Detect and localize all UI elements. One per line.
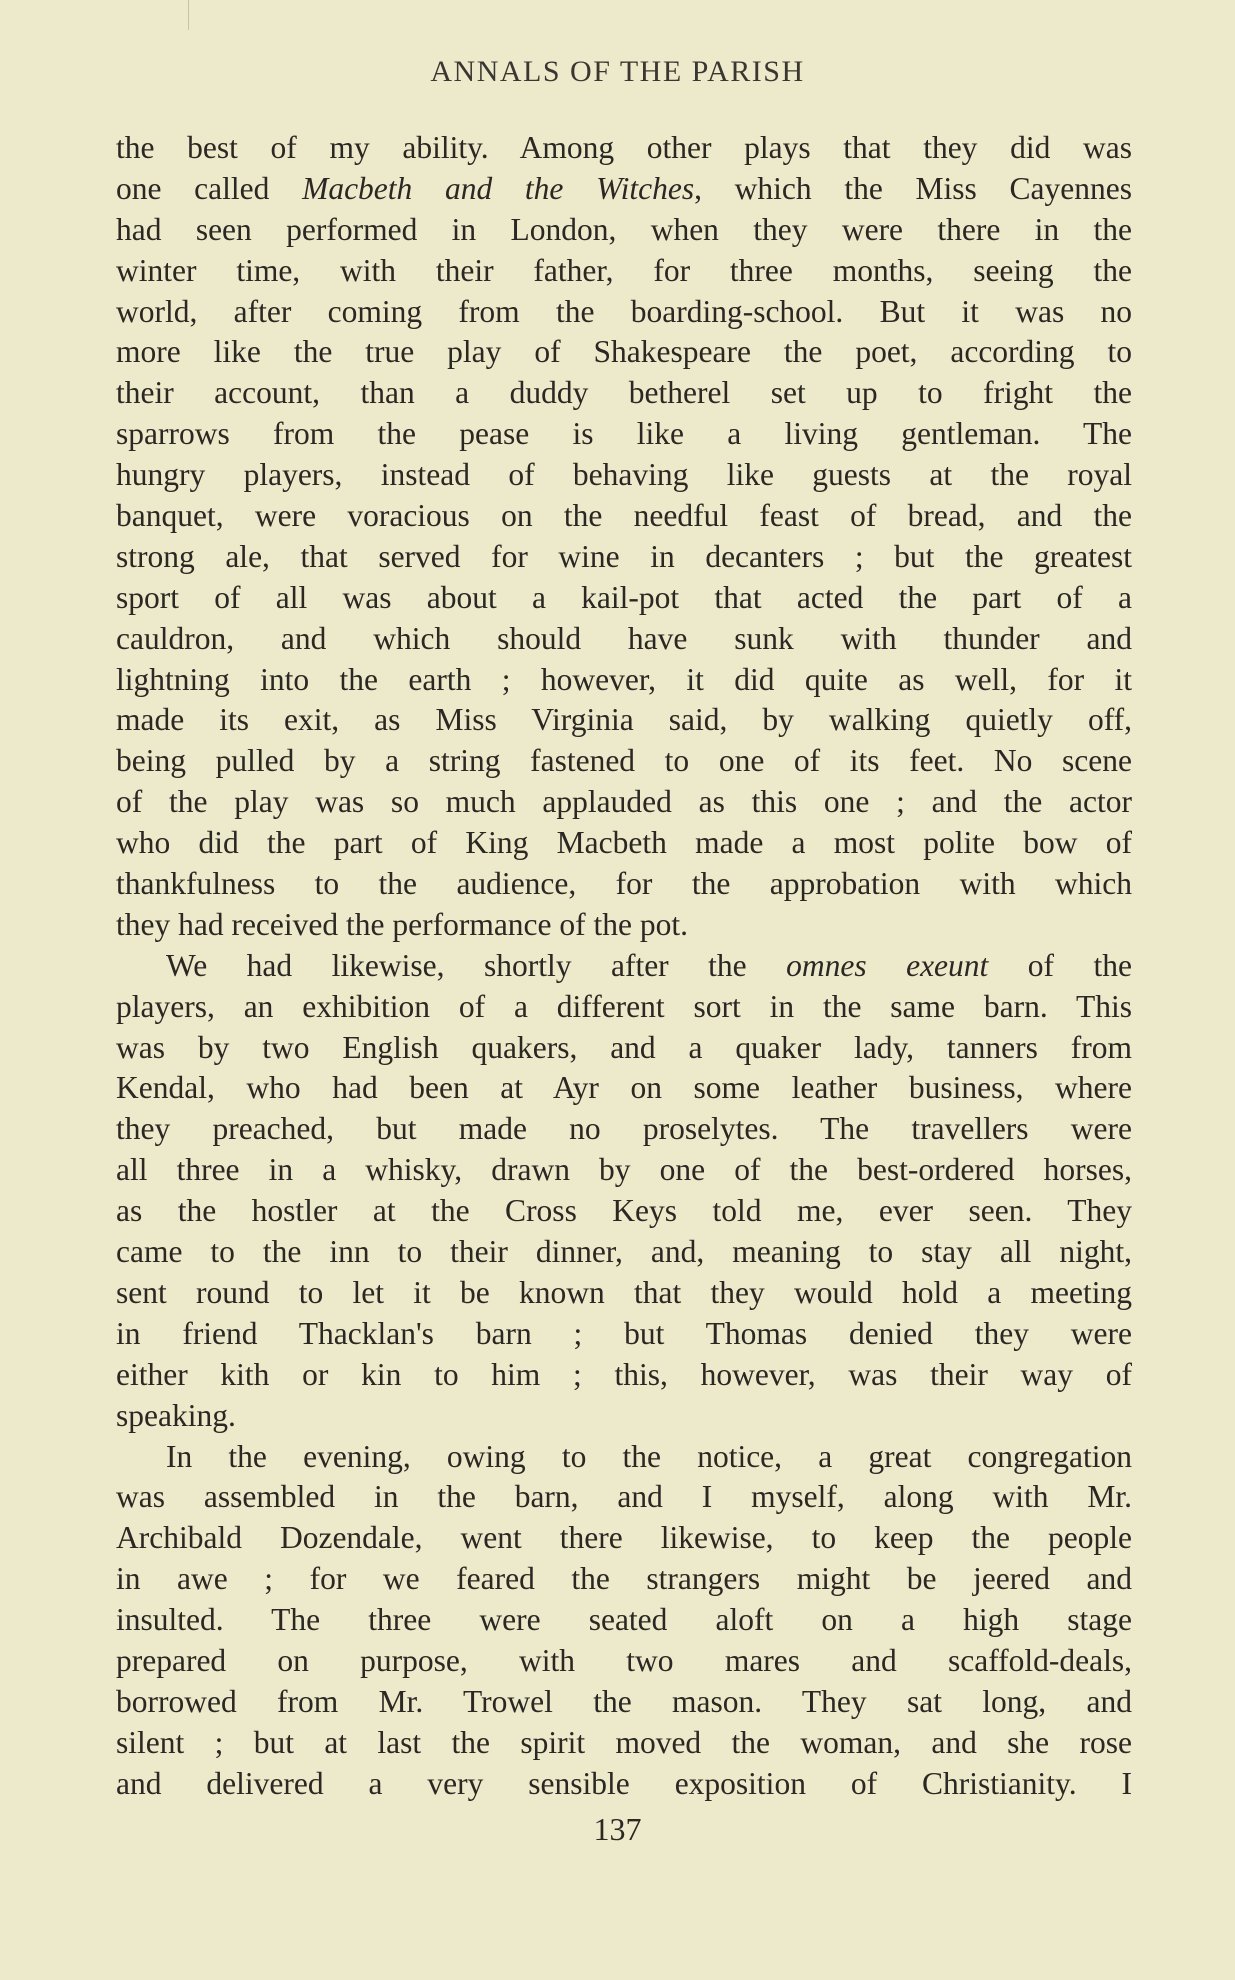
running-title: ANNALS OF THE PARISH — [430, 55, 805, 88]
text-line: as the hostler at the Cross Keys told me, ever seen. They — [116, 1193, 1132, 1229]
gutter-fold-line — [188, 0, 189, 30]
text-line: being pulled by a string fastened to one of its feet. No scene — [116, 743, 1132, 779]
text-line: all three in a whisky, drawn by one of the best-ordered horses, — [116, 1152, 1132, 1188]
text-line: in awe ; for we feared the strangers might be jeered and — [116, 1561, 1132, 1597]
text-line: world, after coming from the boarding-school. But it was no — [116, 293, 1132, 329]
italic-phrase: omnes exeunt — [786, 947, 989, 983]
text-line: thankfulness to the audience, for the approbation with which — [116, 866, 1132, 902]
text-line: cauldron, and which should have sunk with thunder and — [116, 620, 1132, 656]
text-line: players, an exhibition of a different sort in the same barn. This — [116, 988, 1132, 1024]
text-line: had seen performed in London, when they were there in the — [116, 211, 1132, 247]
body-text — [116, 128, 1132, 1805]
page-number: 137 — [593, 1811, 642, 1847]
text-line: Kendal, who had been at Ayr on some leather business, where — [116, 1070, 1132, 1106]
text-line: sport of all was about a kail-pot that acted the part of a — [116, 579, 1132, 615]
text-line: the best of my ability. Among other plays that they did was — [116, 130, 1132, 165]
text-line: hungry players, instead of behaving like guests at the royal — [116, 457, 1132, 493]
text-line: banquet, were voracious on the needful feast of bread, and the — [116, 498, 1132, 534]
text-line: either kith or kin to him ; this, however, was their way of — [116, 1356, 1132, 1392]
text-line: came to the inn to their dinner, and, meaning to stay all night, — [116, 1234, 1132, 1270]
paragraph-start-line: We had likewise, shortly after the omnes exeunt of the — [166, 947, 1132, 983]
text-line: lightning into the earth ; however, it did quite as well, for it — [116, 661, 1132, 697]
text-line: one called Macbeth and the Witches, which the Miss Cayennes — [116, 170, 1132, 206]
text-line: borrowed from Mr. Trowel the mason. They sat long, and — [116, 1683, 1132, 1719]
text-line: in friend Thacklan's barn ; but Thomas denied they were — [116, 1315, 1132, 1351]
text-line: their account, than a duddy betherel set up to fright the — [116, 375, 1132, 411]
text-line: prepared on purpose, with two mares and scaffold-deals, — [116, 1642, 1132, 1678]
text-line: strong ale, that served for wine in decanters ; but the greatest — [116, 538, 1132, 574]
text-line: silent ; but at last the spirit moved the woman, and she rose — [116, 1724, 1132, 1760]
text-line: they had received the performance of the pot. — [116, 906, 688, 942]
text-line: of the play was so much applauded as this one ; and the actor — [116, 784, 1132, 820]
text-line: made its exit, as Miss Virginia said, by walking quietly off, — [116, 702, 1132, 738]
text-line: sent round to let it be known that they would hold a meeting — [116, 1274, 1132, 1310]
text-line: speaking. — [116, 1397, 236, 1433]
text-line: insulted. The three were seated aloft on a high stage — [116, 1602, 1132, 1638]
text-line: who did the part of King Macbeth made a most polite bow of — [116, 825, 1132, 861]
text-line: was by two English quakers, and a quaker lady, tanners from — [116, 1029, 1132, 1065]
italic-title: Macbeth and the Witches — [302, 170, 695, 206]
text-line: Archibald Dozendale, went there likewise, to keep the people — [116, 1520, 1132, 1556]
text-line: they preached, but made no proselytes. The travellers were — [116, 1111, 1132, 1147]
text-line: sparrows from the pease is like a living gentleman. The — [116, 416, 1132, 452]
paragraph-start-line: In the evening, owing to the notice, a great congregation — [166, 1438, 1132, 1474]
text-line: and delivered a very sensible exposition of Christianity. I — [116, 1765, 1132, 1801]
text-line: winter time, with their father, for three months, seeing the — [116, 252, 1132, 288]
text-line: was assembled in the barn, and I myself, along with Mr. — [116, 1479, 1132, 1515]
text-line: more like the true play of Shakespeare the poet, according to — [116, 334, 1132, 370]
